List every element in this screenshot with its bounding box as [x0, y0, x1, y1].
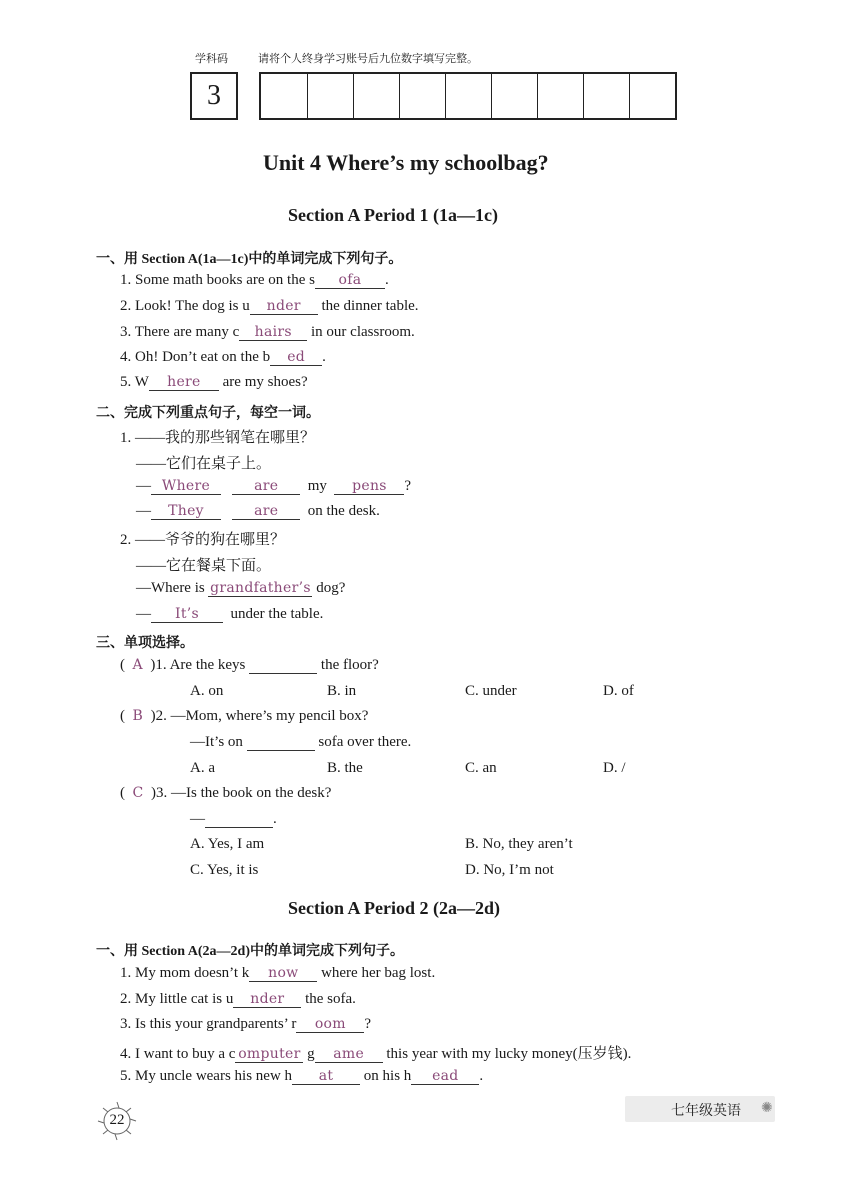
account-digit-cell — [583, 74, 630, 118]
mc-answer: C — [132, 785, 144, 801]
book-label-tab — [625, 1096, 775, 1122]
mc-option: A. a — [190, 760, 215, 776]
question-text: on the desk. — [307, 503, 380, 519]
question-line — [120, 991, 356, 1008]
question-text: 3. Is this your grandparents’ r — [120, 1016, 297, 1032]
mc-option: B. No, they aren’t — [465, 836, 573, 852]
account-digit-cell — [261, 74, 308, 118]
question-text: 5. W — [120, 374, 149, 390]
exercise-heading: 二、完成下列重点句子，每空一词。 — [96, 406, 320, 421]
mc-option: A. Yes, I am — [190, 836, 265, 852]
chinese-prompt: 1. ——我的那些钢笔在哪里？ — [120, 430, 316, 446]
answer-blank: nder — [233, 991, 301, 1008]
chinese-prompt: 2. ——爷爷的狗在哪里？ — [120, 532, 286, 548]
question-text: . — [384, 272, 389, 288]
dash: — — [136, 503, 151, 519]
mc-option: B. in — [327, 683, 357, 699]
account-digit-cell — [353, 74, 400, 118]
question-text: on his h — [363, 1068, 412, 1084]
question-text: )1. Are the keys — [150, 657, 246, 673]
question-text: . — [273, 811, 277, 827]
question-text: under the table. — [230, 606, 324, 622]
mc-option: C. under — [465, 683, 517, 699]
question-text: . — [479, 1068, 484, 1084]
question-text: — — [190, 811, 205, 827]
question-line — [136, 478, 411, 495]
question-line — [120, 1068, 483, 1085]
answer-blank — [249, 657, 317, 674]
mc-option: C. Yes, it is — [190, 862, 259, 878]
question-line — [190, 734, 411, 751]
question-text: 5. My uncle wears his new h — [120, 1068, 293, 1084]
question-text: the floor? — [320, 657, 379, 673]
dash: — — [136, 606, 151, 622]
question-line — [120, 324, 415, 341]
question-line — [120, 374, 308, 391]
page-number: 22 — [109, 1112, 125, 1128]
question-text: 1. Some math books are on the s — [120, 272, 315, 288]
dash: — — [136, 478, 151, 494]
answer-blank: ame — [315, 1046, 383, 1063]
account-digit-cell — [445, 74, 492, 118]
mc-option: D. of — [603, 683, 634, 699]
mc-option: B. the — [327, 760, 363, 776]
question-text: 3. There are many c — [120, 324, 240, 340]
subject-code-label: 学科码 — [195, 52, 228, 65]
section-title-period2: Section A Period 2 (2a—2d) — [288, 898, 500, 918]
account-digit-cell — [537, 74, 584, 118]
question-text: are my shoes? — [222, 374, 308, 390]
answer-blank: pens — [334, 478, 404, 495]
answer-blank: are — [232, 503, 300, 520]
account-digit-cell — [399, 74, 446, 118]
answer-blank: are — [232, 478, 300, 495]
mc-option: D. No, I’m not — [465, 862, 554, 878]
mc-question: ( B )2. —Mom, where’s my pencil box? — [120, 708, 369, 724]
question-text: in our classroom. — [311, 324, 415, 340]
question-line — [120, 965, 435, 982]
subject-code-value: 3 — [207, 80, 221, 111]
account-number-grid — [259, 72, 677, 120]
question-text: g — [307, 1046, 315, 1062]
question-line — [136, 580, 345, 597]
account-digit-cell — [629, 74, 675, 118]
question-text: 4. Oh! Don’t eat on the b — [120, 349, 271, 365]
question-text: ? — [364, 1016, 372, 1032]
mc-answer: A — [132, 657, 143, 673]
question-line — [120, 298, 419, 315]
question-text: my — [307, 478, 327, 494]
exercise-heading: 一、用 Section A(2a—2d)中的单词完成下列句子。 — [96, 944, 404, 959]
answer-blank: It’s — [151, 606, 223, 623]
answer-blank: ofa — [315, 272, 385, 289]
answer-blank: Where — [151, 478, 221, 495]
question-text: the dinner table. — [321, 298, 419, 314]
answer-blank: ed — [270, 349, 322, 366]
answer-blank — [205, 811, 273, 828]
book-label: 七年级英语 — [671, 1103, 741, 1119]
question-text: dog? — [316, 580, 346, 596]
question-line — [120, 1042, 631, 1063]
question-text: ? — [404, 478, 412, 494]
section-title-period1: Section A Period 1 (1a—1c) — [288, 205, 498, 225]
subject-code-box — [190, 72, 238, 120]
mc-answer: B — [132, 708, 144, 724]
question-line — [120, 349, 326, 366]
answer-blank: here — [149, 374, 219, 391]
answer-blank: nder — [250, 298, 318, 315]
account-instruction: 请将个人终身学习账号后九位数字填写完整。 — [258, 52, 478, 65]
mc-question: ( A )1. Are the keys the floor? — [120, 657, 379, 673]
question-text: the sofa. — [305, 991, 356, 1007]
mc-option: A. on — [190, 683, 224, 699]
account-digit-cell — [307, 74, 354, 118]
answer-blank: ead — [411, 1068, 479, 1085]
unit-title: Unit 4 Where’s my schoolbag? — [263, 150, 549, 175]
question-line — [190, 811, 277, 828]
question-text: where her bag lost. — [321, 965, 436, 981]
question-text: 2. Look! The dog is u — [120, 298, 250, 314]
answer-blank: They — [151, 503, 221, 520]
answer-blank: oom — [296, 1016, 364, 1033]
answer-blank: now — [249, 965, 317, 982]
question-text: 2. My little cat is u — [120, 991, 234, 1007]
mc-option: D. / — [603, 760, 626, 776]
chinese-prompt: ——它们在桌子上。 — [136, 456, 272, 472]
question-text: )3. —Is the book on the desk? — [151, 785, 332, 801]
exercise-heading: 一、用 Section A(1a—1c)中的单词完成下列句子。 — [96, 252, 403, 267]
question-line — [136, 606, 323, 623]
page-number-badge — [92, 1098, 142, 1144]
question-text: —Where is — [136, 580, 205, 596]
question-text: sofa over there. — [318, 734, 412, 750]
answer-blank: hairs — [239, 324, 307, 341]
mc-option: C. an — [465, 760, 497, 776]
answer-blank: at — [292, 1068, 360, 1085]
gear-ornament-icon: ✺ — [761, 1101, 773, 1116]
question-line — [136, 503, 380, 520]
question-text: 1. My mom doesn’t k — [120, 965, 250, 981]
question-text: )2. —Mom, where’s my pencil box? — [150, 708, 369, 724]
question-line — [120, 1016, 371, 1033]
chinese-prompt: ——它在餐桌下面。 — [136, 558, 272, 574]
mc-question: ( C )3. —Is the book on the desk? — [120, 785, 332, 801]
question-text: —It’s on — [190, 734, 243, 750]
question-text: 4. I want to buy a c — [120, 1046, 236, 1062]
question-text: . — [322, 349, 326, 365]
account-digit-cell — [491, 74, 538, 118]
question-text: this year with my lucky money(压岁钱). — [386, 1046, 632, 1062]
question-line — [120, 272, 389, 289]
answer-blank: omputer — [235, 1046, 303, 1063]
exercise-heading: 三、单项选择。 — [96, 636, 194, 651]
answer-blank: grandfather’s — [210, 580, 311, 596]
answer-blank — [247, 734, 315, 751]
